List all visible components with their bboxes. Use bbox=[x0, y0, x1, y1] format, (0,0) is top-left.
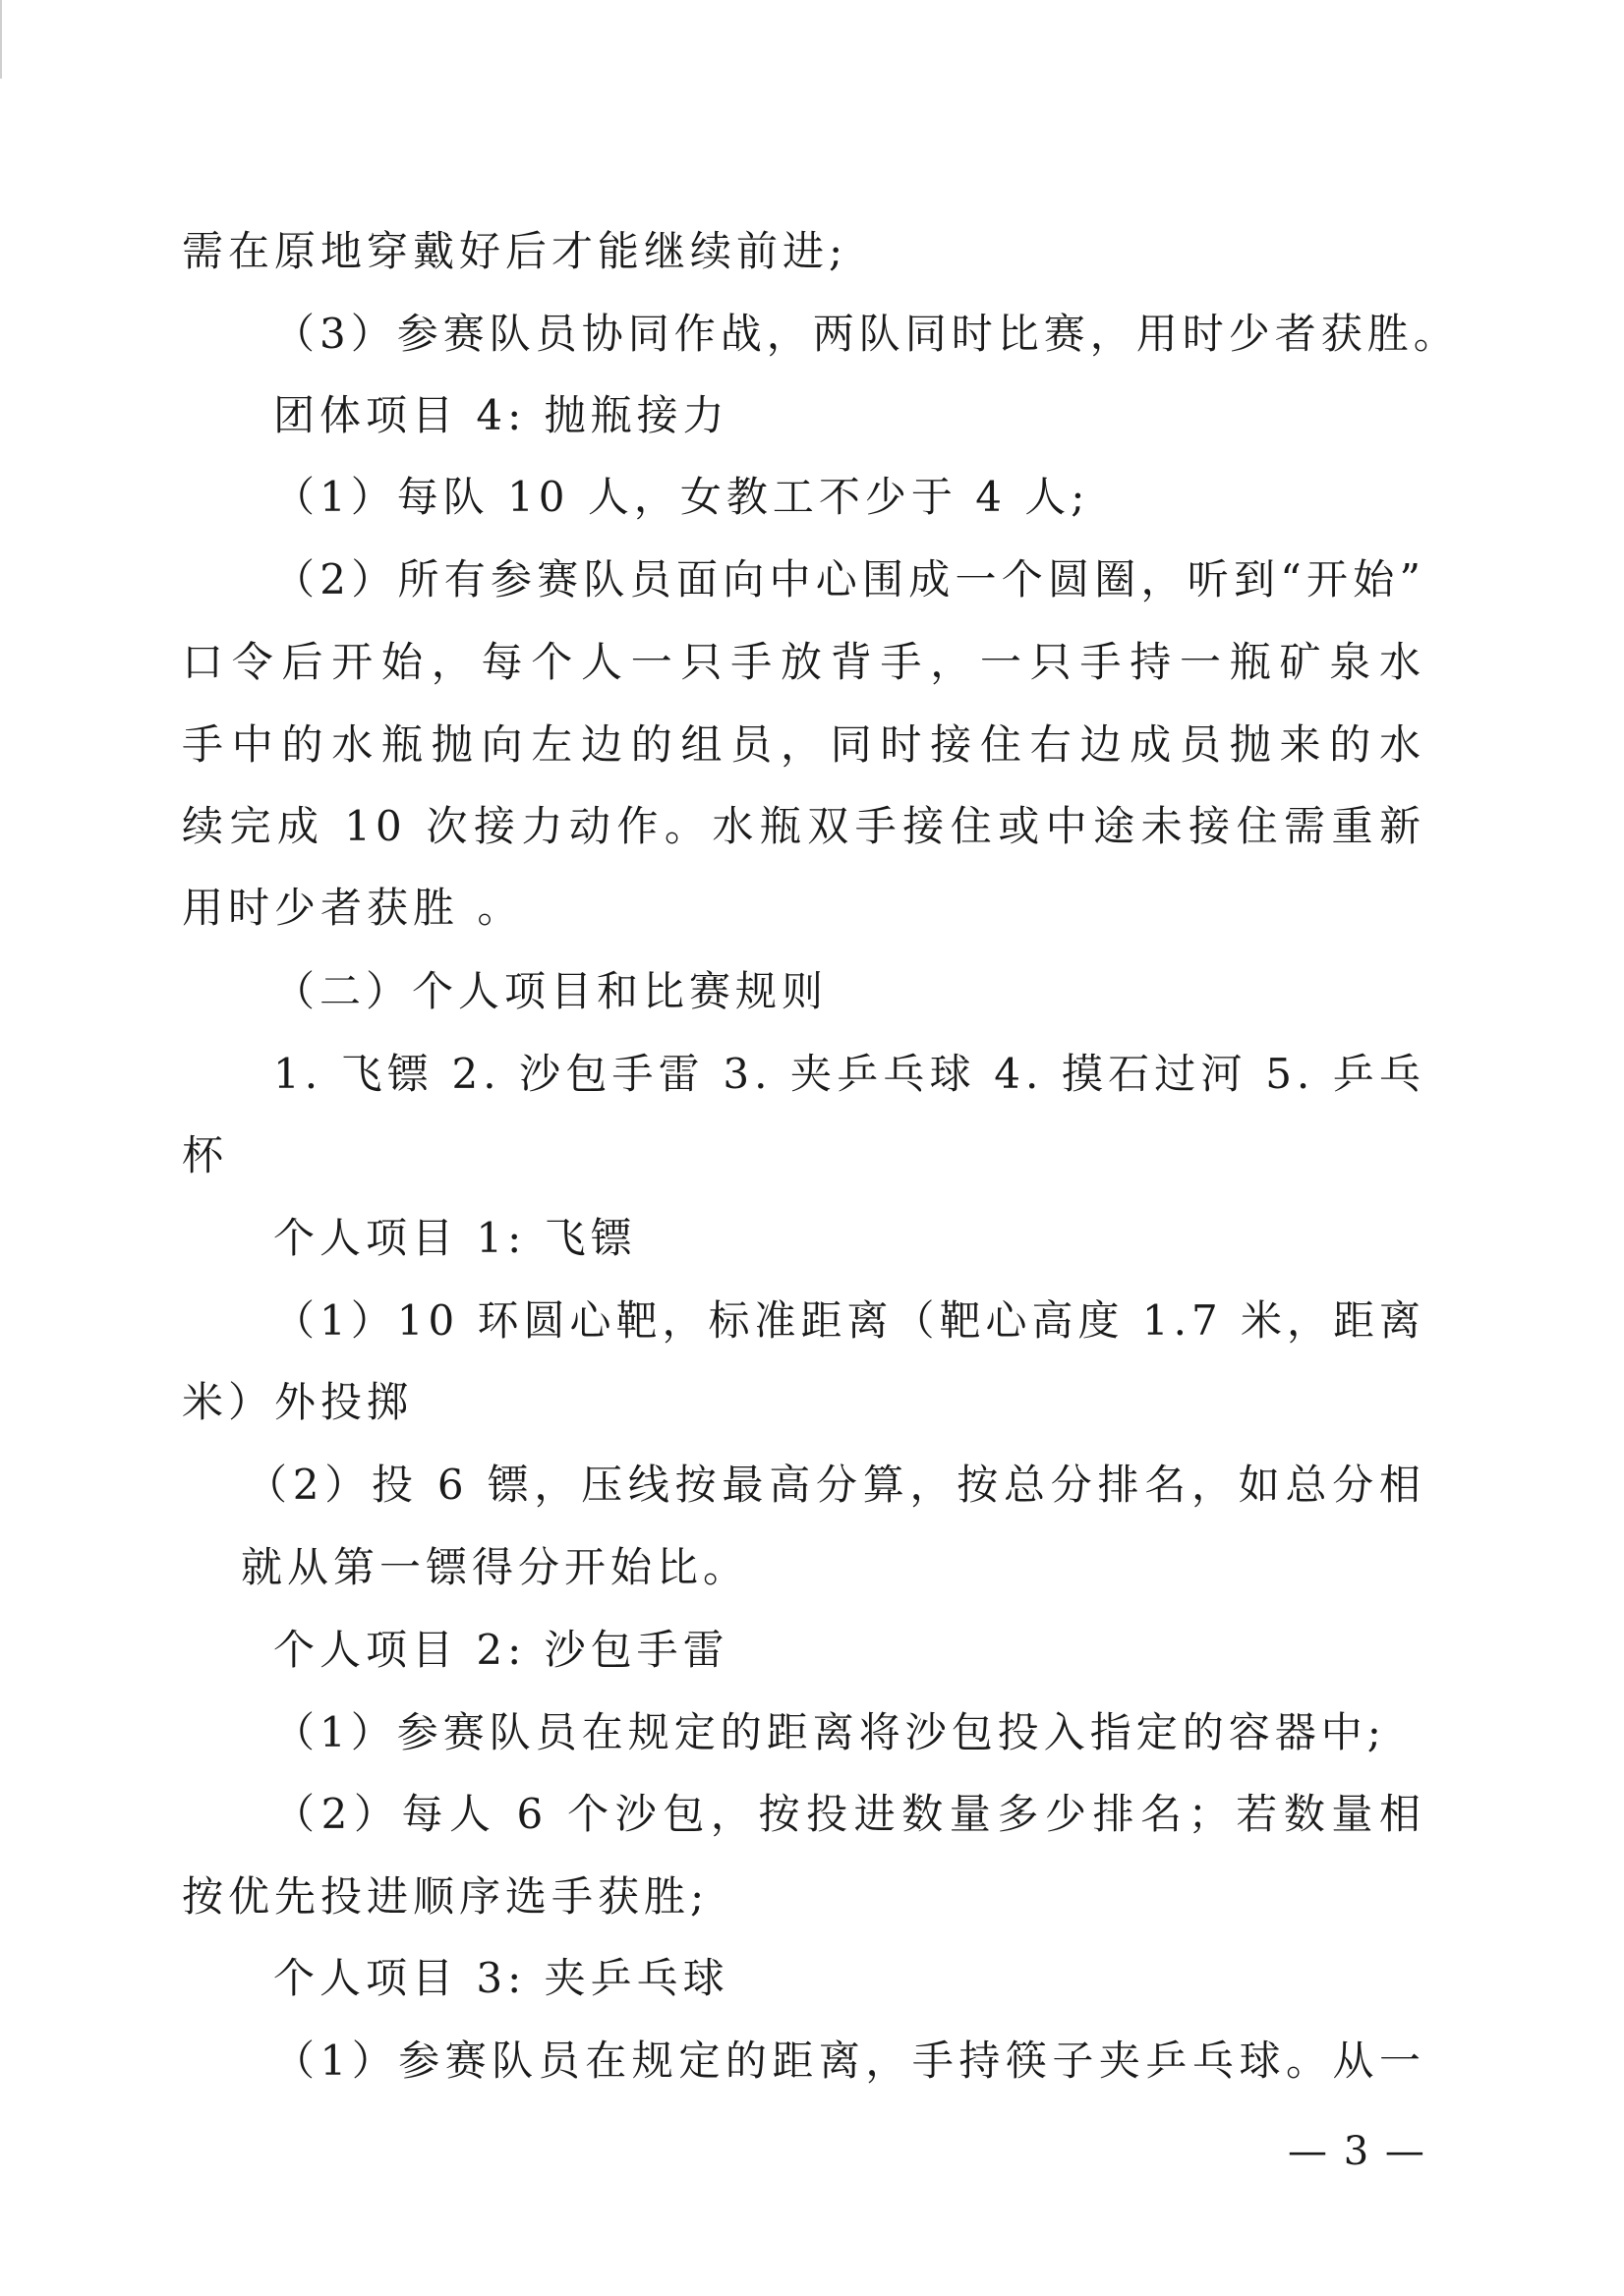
text-line: 就从第一镖得分开始比。 bbox=[241, 1543, 750, 1591]
text-line: 用时少者获胜 。 bbox=[182, 884, 524, 932]
section-heading: 个人项目 2: 沙包手雷 bbox=[273, 1626, 729, 1674]
section-heading: 个人项目 1: 飞镖 bbox=[273, 1214, 637, 1262]
text-line: 杯 bbox=[182, 1131, 229, 1179]
text-line: 按优先投进顺序选手获胜; bbox=[182, 1872, 710, 1921]
text-line: （2）每人 6 个沙包，按投进数量多少排名；若数量相 bbox=[273, 1790, 1425, 1838]
text-line: （1）10 环圆心靶，标准距离（靶心高度 1.7 米，距离 bbox=[273, 1296, 1425, 1345]
text-line: （1）参赛队员在规定的距离，手持筷子夹乒乓球。从一 bbox=[273, 2037, 1425, 2085]
text-line: （1）每队 10 人，女教工不少于 4 人; bbox=[273, 473, 1090, 521]
text-line: （2）所有参赛队员面向中心围成一个圆圈，听到“开始” bbox=[273, 555, 1425, 603]
text-line: 口令后开始，每个人一只手放背手，一只手持一瓶矿泉水 bbox=[182, 638, 1425, 686]
section-heading: （二）个人项目和比赛规则 bbox=[273, 967, 829, 1015]
scan-edge-mark bbox=[0, 0, 2, 79]
section-heading: 个人项目 3: 夹乒乓球 bbox=[273, 1954, 729, 2002]
text-line: （3）参赛队员协同作战，两队同时比赛，用时少者获胜。 bbox=[273, 310, 1460, 358]
text-line: （2）投 6 镖，压线按最高分算，按总分排名，如总分相 bbox=[246, 1461, 1425, 1509]
text-line: 需在原地穿戴好后才能继续前进; bbox=[182, 227, 848, 275]
text-line: 米）外投掷 bbox=[182, 1378, 414, 1426]
section-heading: 团体项目 4: 抛瓶接力 bbox=[273, 391, 729, 439]
text-line: 手中的水瓶抛向左边的组员，同时接住右边成员抛来的水 bbox=[182, 720, 1425, 769]
page-number: — 3 — bbox=[1288, 2129, 1426, 2174]
text-line: 1. 飞镖 2. 沙包手雷 3. 夹乒乓球 4. 摸石过河 5. 乒乓 bbox=[273, 1050, 1425, 1098]
text-line: （1）参赛队员在规定的距离将沙包投入指定的容器中; bbox=[273, 1708, 1386, 1756]
text-line: 续完成 10 次接力动作。水瓶双手接住或中途未接住需重新 bbox=[182, 802, 1425, 850]
